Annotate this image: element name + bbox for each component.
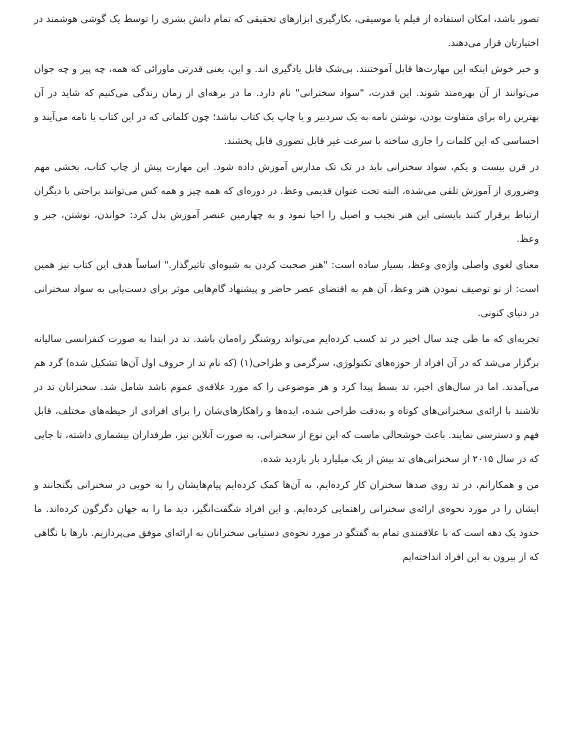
paragraph-3: در قرن بیست و یکم، سواد سخنرانی باید در تک تک مدارس آموزش داده شود. این مهارت پیش از چاپ کتاب، بخشی مهم وضروری از آموزش تلقی می‌شده، البته تحت عنوان قدیمی وعظ. در دوره‌ای که همه چیز و همه کس می‌توانند براحتی با دیگران ارتباط برقرار کنند بایستی این هنر نجیب و اصیل را احیا نمود و به چهارمین عنصر آموزش بدل کرد: خواندن، نوشتن، جبر و وعظ. <box>34 162 539 245</box>
paragraph-1: تصور باشد، امکان استفاده از فیلم یا موسیقی، بکارگیری ابزارهای تحقیقی که تمام دانش بشری را توسط یک گوشی هوشمند در اختیارتان قرار می‌دهند. <box>34 14 539 49</box>
paragraph-5: تجربه‌ای که ما طی چند سال اخیر در تد کسب کرده‌ایم می‌تواند روشنگر راه‌مان باشد. تد در ابتدا به صورت کنفرانسی سالیانه برگزار می‌شد که در آن افراد از حوزه‌های تکنولوژی، سرگرمی و طراحی(۱) (که نام تد از حروف اول آن‌ها تشکیل شده) گرد هم می‌آمدند. اما در سال‌های اخیر، تد بسط پیدا کرد و هر موضوعی را که مورد علاقه‌ی عموم باشد شامل شد. سخنرانان تد در تلاشند با ارائه‌ی سخنرانی‌های کوتاه و به‌دقت طراحی شده، ایده‌ها و راهکارهای‌شان را برای افرادی از حیطه‌های مختلف، قابل فهم و دسترسی نمایند. باعث خوشحالی ماست که این نوع از سخنرانی، به صورت آنلاین نیز، طرفداران بیشماری داشته، تا جایی که در سال ۲۰۱۵ از سخنرانی‌های تد بیش از یک میلیارد بار بازدید شده. <box>34 334 539 465</box>
paragraph-4: معنای لغوی واصلی واژه‌ی وعظ، بسیار ساده است: "هنر صحبت کردن به شیوه‌ای تاثیرگذار." اساساً هدف این کتاب نیز همین است: از نو توصیف نمودن هنر وعظ، آن هم به اقتضای عصر حاضر و پیشنهاد گام‌هایی موثر برای دست‌یابی به سواد سخنرانی در دنیای کنونی. <box>34 260 539 319</box>
paragraph-2: و خبر خوش اینکه این مهارت‌ها قابل آموختنند. بی‌شک قابل یادگیری اند. و این، یعنی قدرتی ماورائی که همه، چه پیر و چه جوان می‌توانند از آن بهره‌مند شوند. این قدرت، "سواد سخنرانی" نام دارد. ما در برهه‌ای از زمان زندگی می‌کنیم که شاید در آن بهترین راه برای متفاوت بودن، نوشتن نامه به یک سردبیر و یا چاپ یک کتاب نباشد؛ چون کلماتی که در این کتاب یا نامه می‌آیند و احساسی که این کلمات را جاری ساخته با سرعت غیر قابل تصوری قابل پخشند. <box>34 64 539 147</box>
document-body <box>34 8 539 572</box>
paragraph-6: من و همکارانم، در تد روی صدها سخنران کار کرده‌ایم، به آن‌ها کمک کرده‌ایم پیام‌هایشان را به خوبی در سخنرانی بگنجانند و ایشان را در مورد نحوه‌ی ارائه‌ی سخنرانی راهنمایی کرده‌ایم. و این افراد شگفت‌انگیز، دید ما را به جهان دگرگون کرده‌اند. ما حدود یک دهه است که با علاقمندی تمام به گفتگو در مورد نحوه‌ی دستیابی سخنرانان به ارائه‌ای موفق می‌پردازیم. بارها با نگاهی که از بیرون به این افراد انداخته‌ایم <box>34 480 539 563</box>
